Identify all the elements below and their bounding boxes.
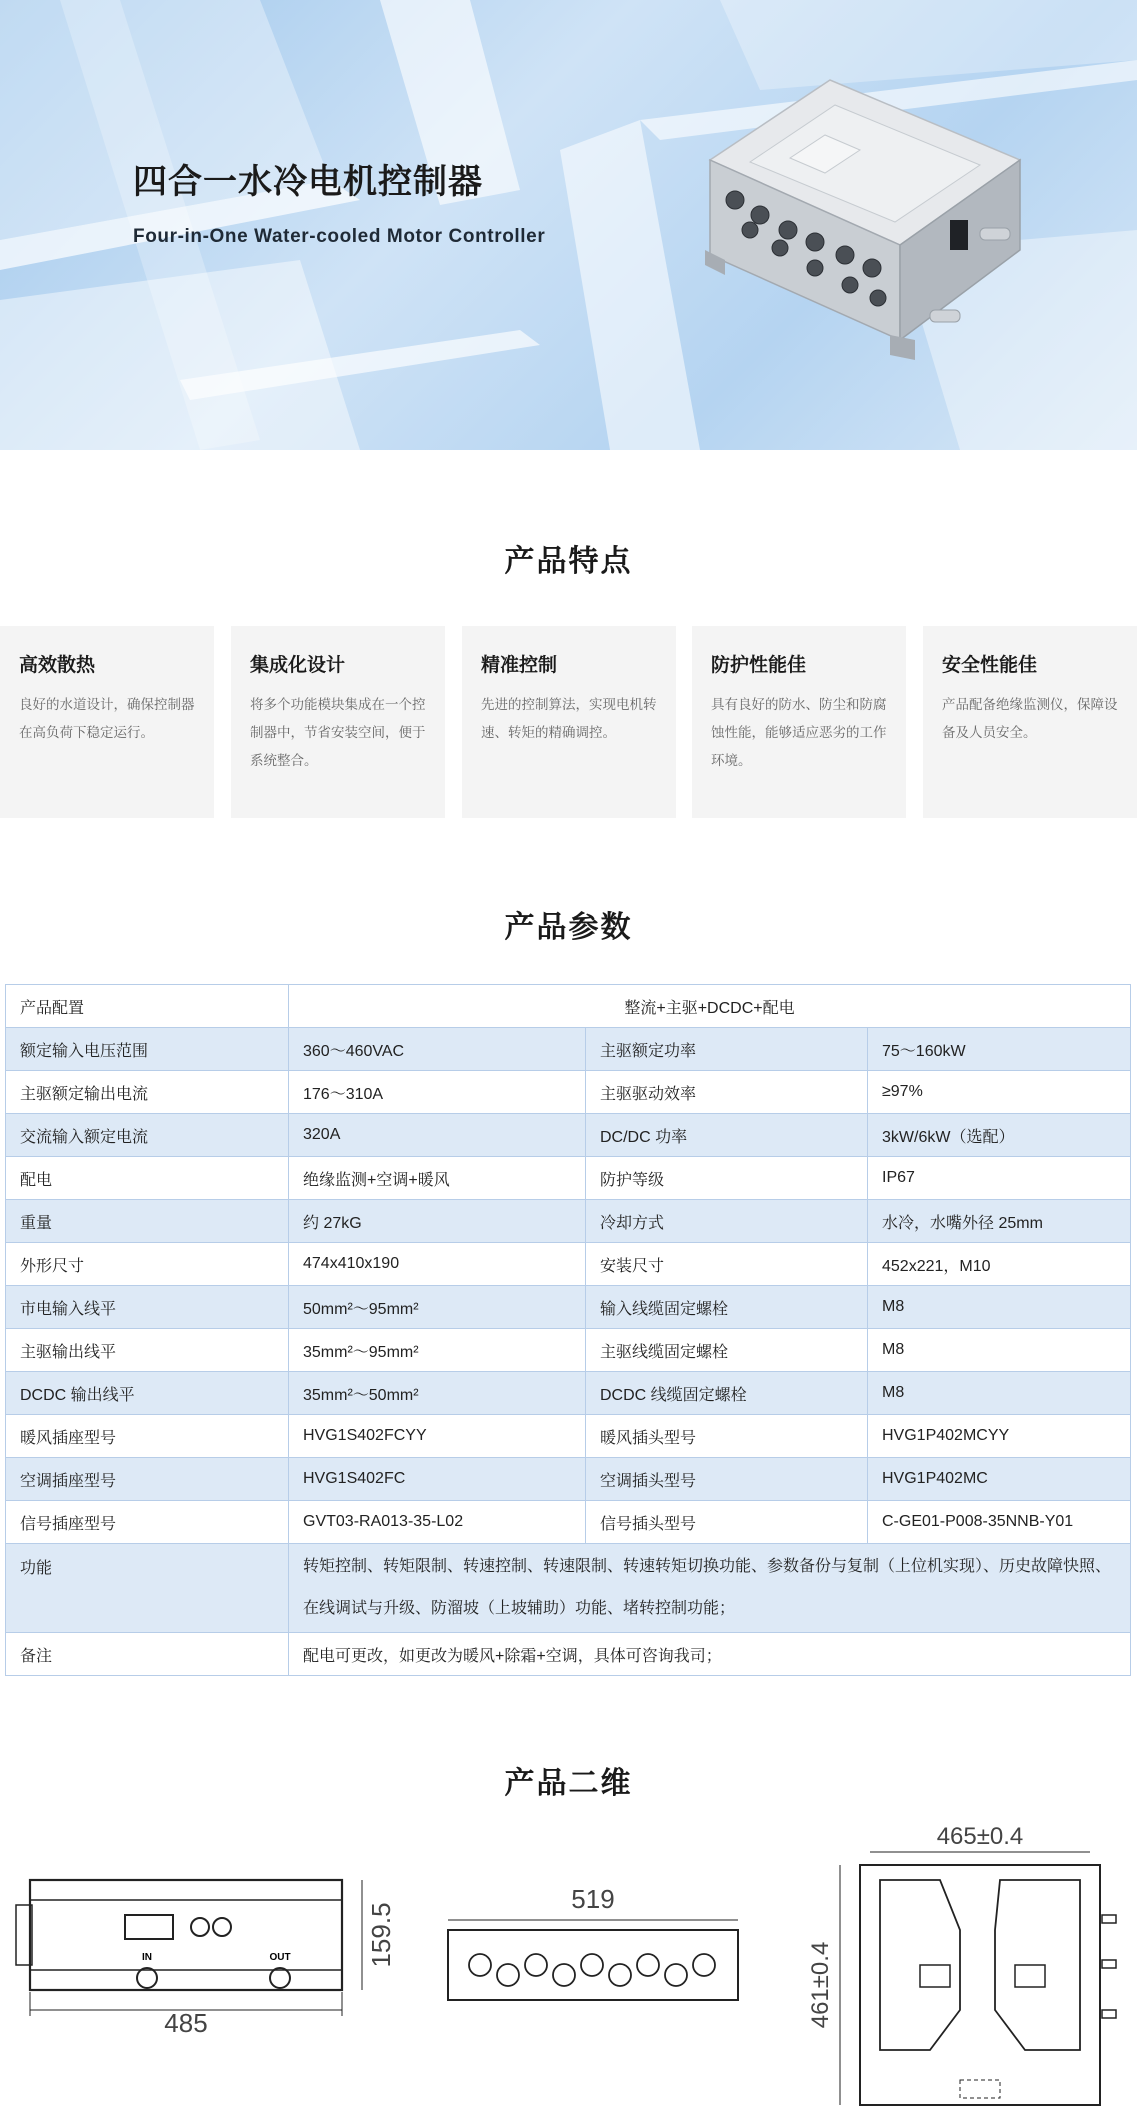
- table-cell: 额定输入电压范围: [6, 1028, 289, 1071]
- feature-card-title: 高效散热: [19, 655, 96, 676]
- table-row: [6, 1544, 1131, 1633]
- table-cell: 功能: [6, 1544, 289, 1633]
- table-cell: GVT03-RA013-35-L02: [289, 1501, 586, 1544]
- table-cell: 暖风插座型号: [6, 1415, 289, 1458]
- table-row: [6, 1071, 1131, 1114]
- table-cell: 重量: [6, 1200, 289, 1243]
- table-row: [6, 1157, 1131, 1200]
- hero-title: 四合一水冷电机控制器: [133, 163, 483, 201]
- feature-card: [231, 626, 445, 818]
- table-row: [6, 1028, 1131, 1071]
- feature-card: [462, 626, 676, 818]
- table-cell: DCDC 线缆固定螺栓: [586, 1372, 868, 1415]
- table-cell: 安装尺寸: [586, 1243, 868, 1286]
- table-cell: 主驱额定输出电流: [6, 1071, 289, 1114]
- table-cell: DCDC 输出线平: [6, 1372, 289, 1415]
- table-cell: 外形尺寸: [6, 1243, 289, 1286]
- table-cell: M8: [868, 1286, 1131, 1329]
- top-height-dim: 461±0.4: [807, 1941, 834, 2029]
- hero-banner: [0, 0, 1137, 450]
- table-cell: 主驱输出线平: [6, 1329, 289, 1372]
- table-cell: HVG1P402MC: [868, 1458, 1131, 1501]
- table-cell: 市电输入线平: [6, 1286, 289, 1329]
- feature-card: [0, 626, 214, 818]
- table-cell: 信号插座型号: [6, 1501, 289, 1544]
- table-cell: 水冷，水嘴外径 25mm: [868, 1200, 1131, 1243]
- spec-table: [5, 984, 1131, 1676]
- table-cell: 约 27kG: [289, 1200, 586, 1243]
- table-cell: 452x221，M10: [868, 1243, 1131, 1286]
- table-cell: HVG1S402FCYY: [289, 1415, 586, 1458]
- feature-card-title: 安全性能佳: [942, 655, 1038, 676]
- table-row: [6, 1372, 1131, 1415]
- table-cell: 产品配置: [6, 985, 289, 1028]
- feature-card: [692, 626, 906, 818]
- table-cell: 3kW/6kW（选配）: [868, 1114, 1131, 1157]
- table-cell: 绝缘监测+空调+暖风: [289, 1157, 586, 1200]
- table-row: [6, 1114, 1131, 1157]
- table-row: [6, 985, 1131, 1028]
- feature-card-desc: 良好的水道设计，确保控制器在高负荷下稳定运行。: [19, 697, 195, 740]
- table-cell: 防护等级: [586, 1157, 868, 1200]
- table-cell: IP67: [868, 1157, 1131, 1200]
- feature-card-title: 集成化设计: [250, 655, 346, 676]
- table-row: [6, 1458, 1131, 1501]
- table-cell: 暖风插头型号: [586, 1415, 868, 1458]
- table-cell: 主驱驱动效率: [586, 1071, 868, 1114]
- table-cell: HVG1P402MCYY: [868, 1415, 1131, 1458]
- table-cell: 转矩控制、转矩限制、转速控制、转速限制、转速转矩切换功能、参数备份与复制（上位机实现）、历史故障快照、在线调试与升级、防溜坡（上坡辅助）功能、堵转控制功能；: [289, 1544, 1131, 1633]
- feature-card-desc: 将多个功能模块集成在一个控制器中，节省安装空间，便于系统整合。: [250, 697, 426, 768]
- table-cell: HVG1S402FC: [289, 1458, 586, 1501]
- table-cell: C-GE01-P008-35NNB-Y01: [868, 1501, 1131, 1544]
- table-cell: 空调插座型号: [6, 1458, 289, 1501]
- table-row: [6, 1415, 1131, 1458]
- in-label: IN: [142, 1952, 152, 1963]
- feature-card-desc: 先进的控制算法，实现电机转速、转矩的精确调控。: [481, 697, 657, 740]
- side-view-drawing: [440, 1880, 750, 2010]
- table-cell: 360～460VAC: [289, 1028, 586, 1071]
- table-cell: ≥97%: [868, 1071, 1131, 1114]
- feature-card-title: 防护性能佳: [711, 655, 807, 676]
- table-cell: 冷却方式: [586, 1200, 868, 1243]
- table-cell: 输入线缆固定螺栓: [586, 1286, 868, 1329]
- product-image: [650, 70, 1030, 390]
- table-cell: 75～160kW: [868, 1028, 1131, 1071]
- front-view-drawing: [10, 1860, 410, 2040]
- table-cell: 信号插头型号: [586, 1501, 868, 1544]
- table-cell: 空调插头型号: [586, 1458, 868, 1501]
- feature-card-title: 精准控制: [481, 655, 558, 676]
- table-cell: M8: [868, 1372, 1131, 1415]
- feature-cards: [0, 626, 1137, 818]
- table-row: [6, 1200, 1131, 1243]
- table-row: [6, 1501, 1131, 1544]
- features-title: 产品特点: [504, 545, 633, 578]
- table-cell: 176～310A: [289, 1071, 586, 1114]
- table-cell: 交流输入额定电流: [6, 1114, 289, 1157]
- table-cell: 整流+主驱+DCDC+配电: [289, 985, 1131, 1028]
- out-label: OUT: [269, 1952, 291, 1963]
- table-cell: DC/DC 功率: [586, 1114, 868, 1157]
- table-cell: 配电: [6, 1157, 289, 1200]
- table-cell: 配电可更改，如更改为暖风+除霜+空调，具体可咨询我司；: [289, 1633, 1131, 1676]
- table-cell: 320A: [289, 1114, 586, 1157]
- table-row: [6, 1243, 1131, 1286]
- table-row: [6, 1329, 1131, 1372]
- feature-card: [923, 626, 1137, 818]
- drawings-title: 产品二维: [504, 1767, 633, 1800]
- top-view-drawing: [807, 1820, 1130, 2110]
- top-width-dim: 465±0.4: [936, 1823, 1024, 1850]
- feature-card-desc: 具有良好的防水、防尘和防腐蚀性能，能够适应恶劣的工作环境。: [711, 697, 887, 768]
- feature-card-desc: 产品配备绝缘监测仪，保障设备及人员安全。: [942, 697, 1118, 740]
- table-row: [6, 1286, 1131, 1329]
- table-cell: 主驱额定功率: [586, 1028, 868, 1071]
- table-cell: 474x410x190: [289, 1243, 586, 1286]
- hero-subtitle: Four-in-One Water-cooled Motor Controller: [133, 226, 546, 247]
- table-cell: 35mm²～50mm²: [289, 1372, 586, 1415]
- table-cell: 主驱线缆固定螺栓: [586, 1329, 868, 1372]
- front-height-dim: 159.5: [366, 1902, 396, 1968]
- side-width-dim: 519: [571, 1884, 615, 1914]
- table-cell: M8: [868, 1329, 1131, 1372]
- front-width-dim: 485: [164, 2008, 208, 2038]
- table-cell: 备注: [6, 1633, 289, 1676]
- table-cell: 35mm²～95mm²: [289, 1329, 586, 1372]
- table-cell: 50mm²～95mm²: [289, 1286, 586, 1329]
- table-row: [6, 1633, 1131, 1676]
- params-title: 产品参数: [504, 911, 633, 944]
